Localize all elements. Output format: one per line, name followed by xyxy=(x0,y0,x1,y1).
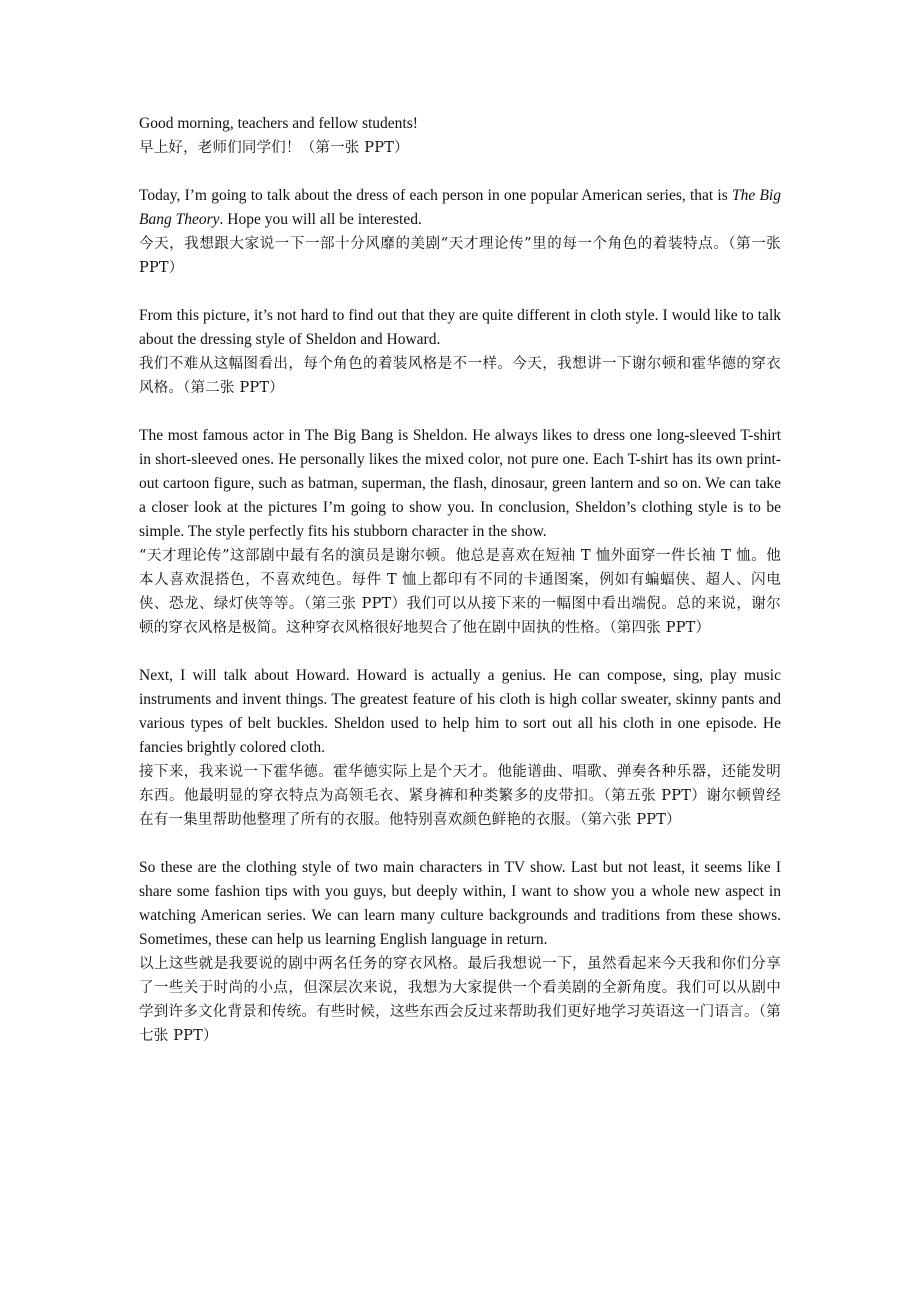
english-text: From this picture, it’s not hard to find out that they are quite different in cloth style. I would like to talk about the dressing style of Sheldon and Howard. xyxy=(139,307,781,348)
chinese-text: 接下来，我来说一下霍华德。霍华德实际上是个天才。他能谱曲、唱歌、弹奏各种乐器，还能发明东西。他最明显的穿衣特点为高领毛衣、紧身裤和种类繁多的皮带扣。（第五张 PPT）谢尔顿曾经在有一集里帮助他整理了所有的衣服。他特别喜欢颜色鲜艳的衣服。（第六张 PPT） xyxy=(139,764,781,828)
english-text xyxy=(139,184,781,232)
english-text: So these are the clothing style of two main characters in TV show. Last but not least, it seems like I share some fashion tips with you guys, but deeply within, I want to show you a whole new aspect in watching American series. We can learn many culture backgrounds and traditions from these shows. Sometimes, these can help us learning English language in return. xyxy=(139,859,781,948)
document-body xyxy=(139,112,781,1072)
chinese-text: 以上这些就是我要说的剧中两名任务的穿衣风格。最后我想说一下，虽然看起来今天我和你们分享了一些关于时尚的小点，但深层次来说，我想为大家提供一个看美剧的全新角度。我们可以从剧中学到许多文化背景和传统。有些时候，这些东西会反过来帮助我们更好地学习英语这一门语言。（第七张 PPT） xyxy=(139,956,781,1044)
chinese-text: 今天，我想跟大家说一下一部十分风靡的美剧“天才理论传”里的每一个角色的着装特点。（第一张 PPT） xyxy=(139,236,781,276)
paragraph-greeting xyxy=(139,112,781,160)
english-text: Good morning, teachers and fellow students! xyxy=(139,115,418,132)
paragraph-conclusion xyxy=(139,856,781,1048)
paragraph-howard xyxy=(139,664,781,832)
english-text-part: . Hope you will all be interested. xyxy=(219,211,422,228)
english-text-part: Today, I’m going to talk about the dress of each person in one popular American series, that is xyxy=(139,187,732,204)
paragraph-intro xyxy=(139,184,781,280)
chinese-text: 我们不难从这幅图看出，每个角色的着装风格是不一样。今天，我想讲一下谢尔顿和霍华德的穿衣风格。（第二张 PPT） xyxy=(139,356,781,396)
paragraph-sheldon xyxy=(139,424,781,640)
show-title: The Big Bang Theory xyxy=(139,187,781,228)
chinese-text: 早上好，老师们同学们！（第一张 PPT） xyxy=(139,140,409,156)
english-text: Next, I will talk about Howard. Howard is actually a genius. He can compose, sing, play music instruments and invent things. The greatest feature of his cloth is high collar sweater, skinny pants and various types of belt buckles. Sheldon used to help him to sort out all his cloth in one episode. He fancies brightly colored cloth. xyxy=(139,667,781,756)
chinese-text: “天才理论传”这部剧中最有名的演员是谢尔顿。他总是喜欢在短袖 T 恤外面穿一件长袖 T 恤。他本人喜欢混搭色，不喜欢纯色。每件 T 恤上都印有不同的卡通图案，例如有蝙蝠侠、超人、闪电侠、恐龙、绿灯侠等等。（第三张 PPT）我们可以从接下来的一幅图中看出端倪。总的来说，谢尔顿的穿衣风格是极简。这种穿衣风格很好地契合了他在剧中固执的性格。（第四张 PPT） xyxy=(139,548,781,636)
paragraph-picture xyxy=(139,304,781,400)
english-text: The most famous actor in The Big Bang is Sheldon. He always likes to dress one long-sleeved T-shirt in short-sleeved ones. He personally likes the mixed color, not pure one. Each T-shirt has its own print-out cartoon figure, such as batman, superman, the flash, dinosaur, green lantern and so on. We can take a closer look at the pictures I’m going to show you. In conclusion, Sheldon’s clothing style is to be simple. The style perfectly fits his stubborn character in the show. xyxy=(139,427,781,540)
